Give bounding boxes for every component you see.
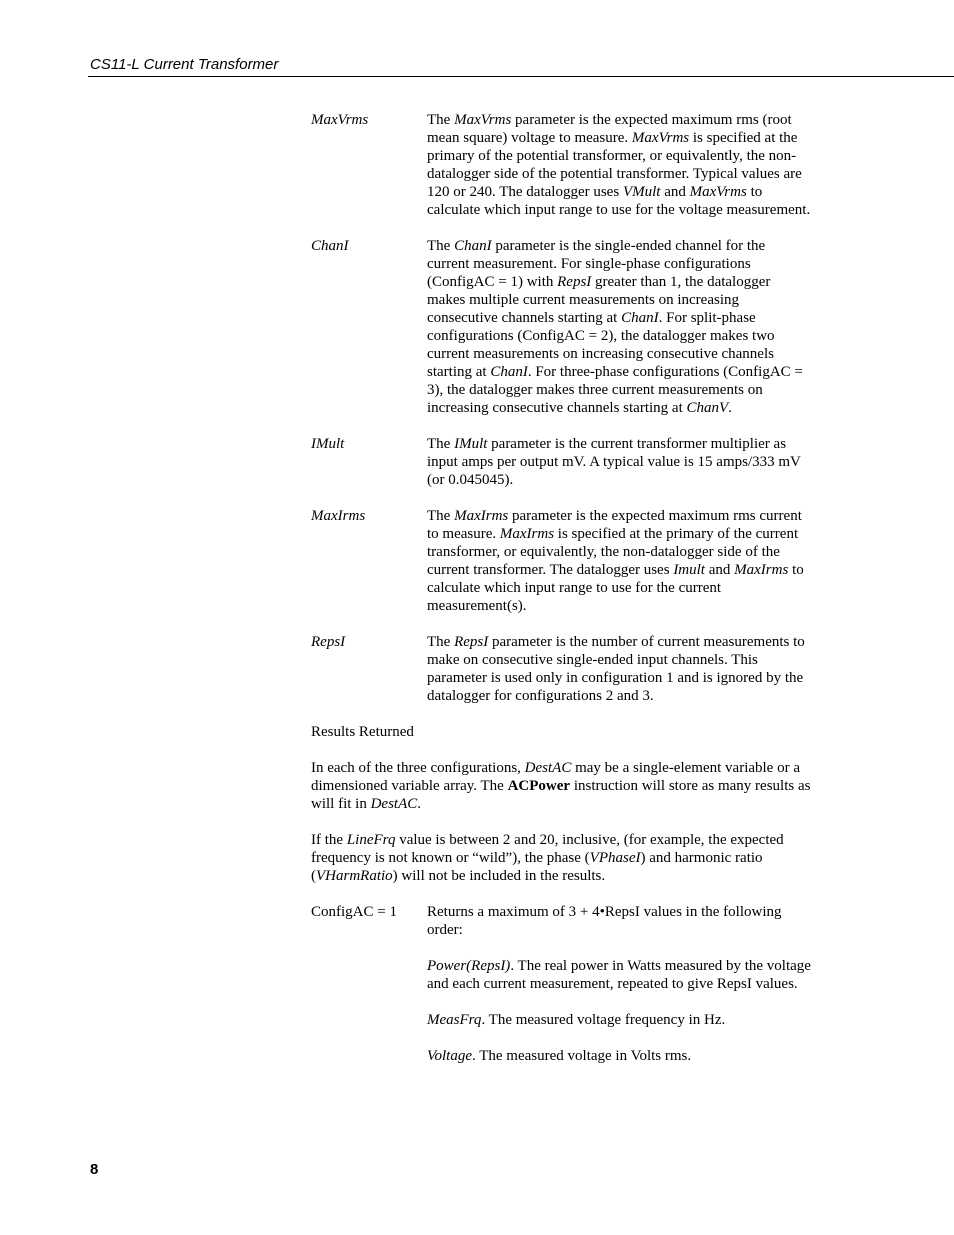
italic-term: ChanV [686, 400, 729, 416]
bold-term: ACPower [507, 778, 571, 794]
header-rule [88, 76, 954, 77]
italic-term: DestAC [524, 760, 572, 776]
italic-term: IMult [454, 436, 488, 452]
text-run: . For split-phase configurations (ConfigAC = 2), the datalogger makes two current measurements on increasing consecutive channels starting at [427, 310, 775, 380]
parameter-entry [311, 507, 811, 615]
parameter-name: RepsI [311, 634, 346, 650]
text-run: The [427, 112, 455, 128]
text-run: may be a single-element variable or a dimensioned variable array. The [311, 760, 800, 794]
italic-term: VMult [622, 184, 661, 200]
parameter-description [427, 237, 811, 417]
italic-term: Power(RepsI) [427, 958, 511, 974]
text-run: . [728, 400, 732, 416]
text-run: greater than 1, the datalogger makes multiple current measurements on increasing consecutive channels starting at [427, 274, 771, 326]
config-description [427, 903, 811, 1065]
parameter-description [427, 633, 811, 705]
italic-term: MaxVrms [631, 130, 690, 146]
italic-term: ChanI [454, 238, 492, 254]
parameter-description [427, 111, 811, 219]
text-run: value is between 2 and 20, inclusive, (for example, the expected frequency is not known or “wild”), the phase ( [311, 832, 784, 866]
parameter-entry [311, 237, 811, 417]
config-term: ConfigAC = 1 [311, 904, 397, 920]
text-run: and [660, 184, 690, 200]
text-run: parameter is the number of current measurements to make on consecutive single-ended input channels. This parameter is used only in configuration 1 and is ignored by the datalogger for configurations 2 and 3. [427, 634, 805, 704]
italic-term: ChanI [490, 364, 528, 380]
text-run: In each of the three configurations, [311, 760, 525, 776]
text-run: parameter is the expected maximum rms current to measure. [427, 508, 802, 542]
italic-term: VHarmRatio [316, 868, 393, 884]
config-item [427, 1011, 811, 1029]
results-heading: Results Returned [311, 724, 414, 740]
text-run: . For three-phase configurations (ConfigAC = 3), the datalogger makes three current measurements on increasing consecutive channels starting at [427, 364, 803, 416]
parameter-name: MaxVrms [311, 112, 369, 128]
text-run: . [417, 796, 422, 812]
text-run: The [427, 634, 455, 650]
text-run: The [427, 508, 455, 524]
parameter-entry [311, 633, 811, 705]
text-run: is specified at the primary of the potential transformer, or equivalently, the non-datalogger side of the potential transformer. Typical values are 120 or 240. The datalogger uses [427, 130, 802, 200]
italic-term: RepsI [557, 274, 592, 290]
text-run: parameter is the current transformer multiplier as input amps per output mV. A typical value is 15 amps/333 mV (or 0.045045). [427, 436, 801, 488]
results-paragraphs [311, 759, 811, 885]
config-entry [311, 903, 811, 1065]
config-item [427, 903, 811, 939]
text-run: The [427, 238, 455, 254]
text-run: ) will not be included in the results. [392, 868, 606, 884]
italic-term: MaxVrms [689, 184, 747, 200]
text-run: . The measured voltage frequency in Hz. [481, 1012, 726, 1028]
parameter-description [427, 507, 811, 615]
text-run: parameter is the single-ended channel for the current measurement. For single-phase configurations (ConfigAC = 1) with [427, 238, 766, 290]
text-run: . The measured voltage in Volts rms. [472, 1048, 692, 1064]
parameter-name: MaxIrms [311, 508, 366, 524]
italic-term: DestAC [370, 796, 418, 812]
page-number: 8 [90, 1161, 99, 1178]
config-item [427, 1047, 811, 1065]
text-run: parameter is the expected maximum rms (root mean square) voltage to measure. [427, 112, 792, 146]
body-paragraph [311, 831, 811, 885]
text-run: and [704, 562, 735, 578]
page-content [311, 111, 811, 1083]
italic-term: ChanI [621, 310, 659, 326]
text-run: instruction will store as many results as will fit in [311, 778, 811, 812]
text-run: The [427, 436, 455, 452]
italic-term: MaxIrms [499, 526, 555, 542]
italic-term: MaxIrms [454, 508, 509, 524]
italic-term: VPhaseI [589, 850, 641, 866]
text-run: . The real power in Watts measured by the voltage and each current measurement, repeated to give RepsI values. [427, 958, 811, 992]
italic-term: Imult [673, 562, 705, 578]
text-run: Returns a maximum of 3 + 4•RepsI values in the following order: [427, 904, 782, 938]
italic-term: Voltage [427, 1048, 472, 1064]
italic-term: MeasFrq [427, 1012, 482, 1028]
text-run: to calculate which input range to use for the current measurement(s). [427, 562, 804, 614]
parameter-entry [311, 435, 811, 489]
parameter-entry [311, 111, 811, 219]
italic-term: MaxVrms [454, 112, 512, 128]
parameter-list [311, 111, 811, 705]
text-run: ) and harmonic ratio ( [311, 850, 763, 884]
italic-term: RepsI [454, 634, 489, 650]
parameter-name: ChanI [311, 238, 349, 254]
text-run: to calculate which input range to use for the voltage measurement. [427, 184, 811, 218]
body-paragraph [311, 759, 811, 813]
italic-term: MaxIrms [734, 562, 789, 578]
text-run: is specified at the primary of the current transformer, or equivalently, the non-datalogger side of the current transformer. The datalogger uses [427, 526, 799, 578]
text-run: If the [311, 832, 347, 848]
italic-term: LineFrq [346, 832, 396, 848]
config-item [427, 957, 811, 993]
running-header: CS11-L Current Transformer [90, 56, 279, 73]
parameter-description [427, 435, 811, 489]
parameter-name: IMult [311, 436, 345, 452]
